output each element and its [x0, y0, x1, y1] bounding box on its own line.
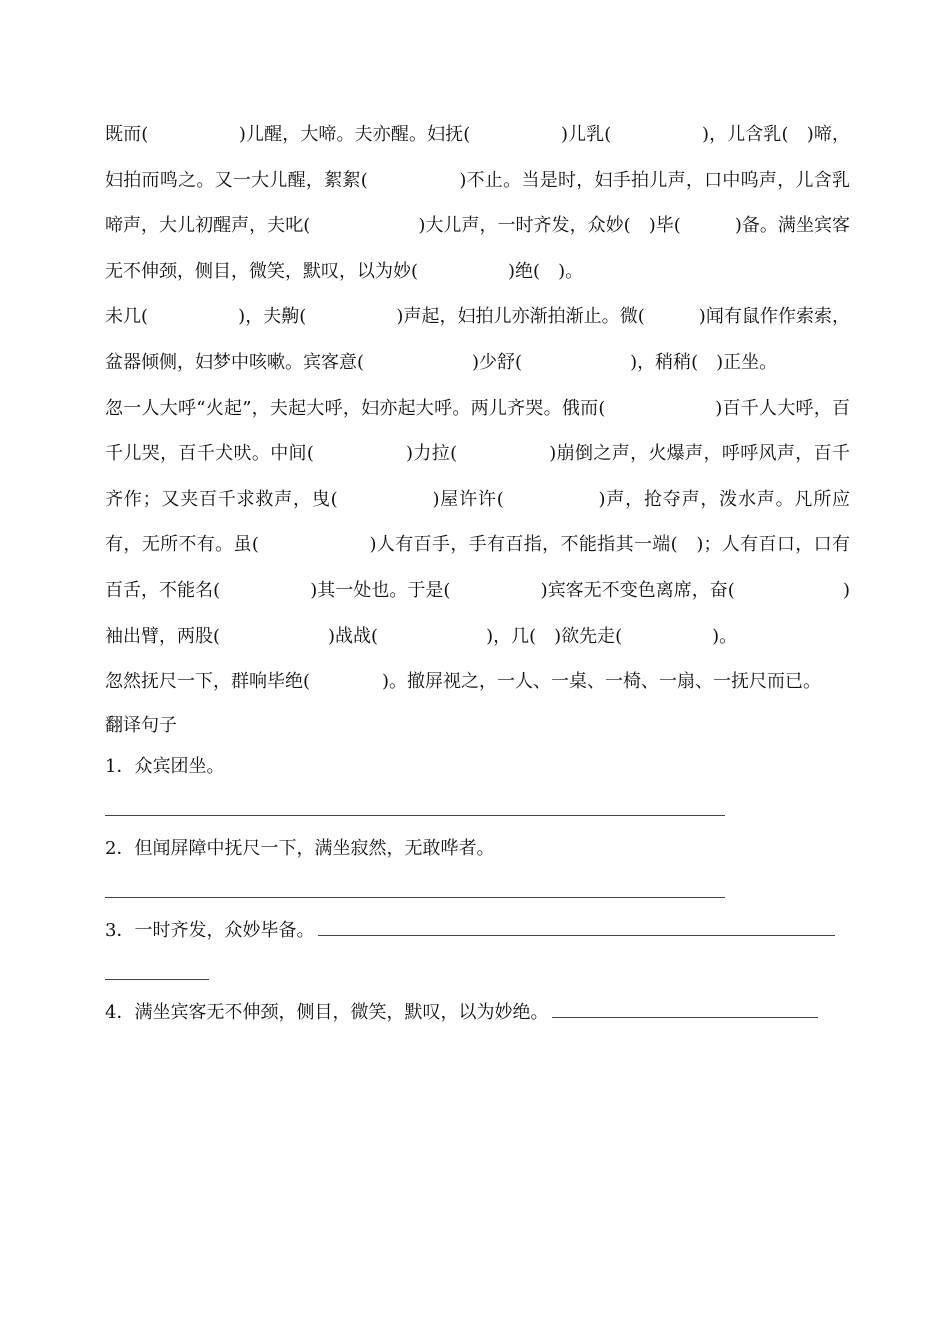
passage-paragraph: 未几( )，夫齁( )声起，妇拍儿亦渐拍渐止。微( )闻有鼠作作索索，盆器倾侧，妇梦中咳嗽。宾客意( )少舒( )，稍稍( )正坐。 — [105, 306, 850, 373]
answer-line[interactable] — [318, 934, 835, 936]
translation-item: 2．但闻屏障中抚尺一下，满坐寂然，无敢哗者。 — [105, 837, 495, 859]
answer-line[interactable] — [105, 951, 850, 992]
worksheet — [105, 112, 850, 1033]
answer-line[interactable] — [105, 869, 850, 910]
passage-paragraph: 忽然抚尺一下，群响毕绝( )。撤屏视之，一人、一桌、一椅、一扇、一抚尺而已。 — [105, 671, 822, 693]
section-title: 翻译句子 — [105, 714, 177, 736]
passage-paragraph: 既而( )儿醒，大啼。夫亦醒。妇抚( )儿乳( )，儿含乳( )啼，妇拍而鸣之。又一大儿醒，絮絮( )不止。当是时，妇手拍儿声，口中呜声，儿含乳啼声，大儿初醒声，夫叱( )大儿声，一时齐发，众妙( )毕( )备。满坐宾客无不伸颈，侧目，微笑，默叹，以为妙( )绝( )。 — [105, 124, 850, 282]
translation-item-text: 4．满坐宾客无不伸颈，侧目，微笑，默叹，以为妙绝。 — [105, 1001, 549, 1023]
translation-item-text: 3．一时齐发，众妙毕备。 — [105, 919, 315, 941]
translation-item-with-line — [105, 992, 850, 1033]
translation-item: 1．众宾团坐。 — [105, 755, 225, 777]
passage-paragraph: 忽一人大呼“火起”，夫起大呼，妇亦起大呼。两儿齐哭。俄而( )百千人大呼，百千儿哭，百千犬吠。中间( )力拉( )崩倒之声，火爆声，呼呼风声，百千齐作；又夹百千求救声，曳( )屋许许( )声，抢夺声，泼水声。凡所应有，无所不有。虽( )人有百手，手有百指，不能指其一端( )；人有百口，口有百舌，不能名( )其一处也。于是( )宾客无不变色离席，奋( )袖出臂，两股( )战战( )，几( )欲先走( )。 — [105, 397, 850, 647]
answer-line[interactable] — [552, 1016, 818, 1018]
answer-line[interactable] — [105, 787, 850, 828]
translation-item-with-line — [105, 910, 850, 951]
